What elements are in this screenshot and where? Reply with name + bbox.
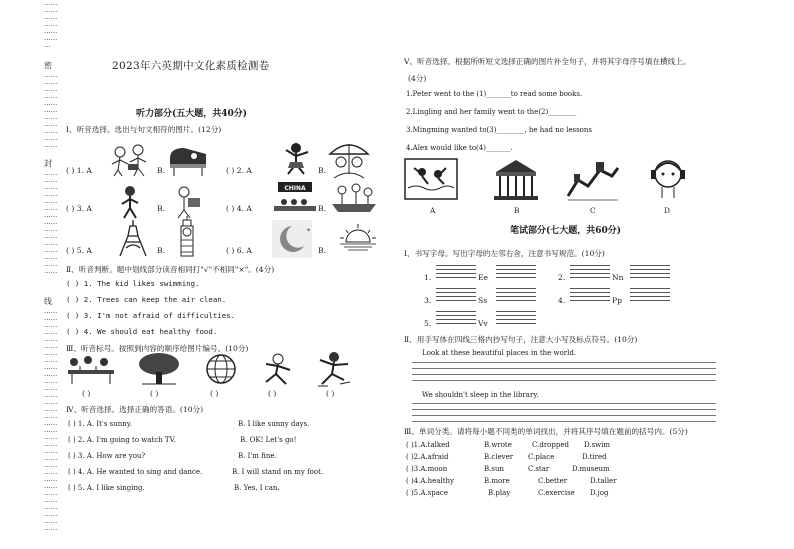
w1-n5: 5. (424, 319, 432, 328)
l1-q2-b: B. (318, 166, 326, 175)
tree-picture (136, 352, 182, 386)
l1-q6-label: ( ) 6. A (226, 246, 252, 255)
l4-q5-a: ( ) 5. A. I like singing. (68, 484, 145, 492)
l1-q5-b: B. (157, 246, 165, 255)
r5-item-1: 1.Peter went to the (1)_______to read some books. (406, 90, 583, 98)
l4-q5-b: B. Yes, I can. (234, 484, 280, 492)
w3-r2-d: D.tired (582, 453, 607, 461)
w3-r1-b: B.wrote (484, 441, 512, 449)
w2-line-7 (412, 415, 716, 416)
r5-label-c: C (590, 206, 596, 215)
feng-label: 封 (44, 159, 52, 168)
w3-r2-c: C.place (528, 453, 555, 461)
piano-picture (166, 144, 212, 178)
w3-r2-a: ( )2.A.afraid (406, 453, 449, 461)
w3-r5-d: D.jog (590, 489, 609, 497)
china-sign-text: CHINA (284, 185, 306, 192)
r5-label-d: D (664, 206, 670, 215)
w2-sentence-2: We shouldn't sleep in the library. (422, 391, 539, 399)
r5-label-b: B (514, 206, 520, 215)
l4-q4-a: ( ) 4. A. He wanted to sing and dance. (68, 468, 203, 476)
w3-r4-c: C.better (538, 477, 568, 485)
l3-bracket-1: ( ) (82, 389, 91, 398)
listening-s4-heading: Ⅳ、听音选择。选择正确的答语。(10分) (66, 405, 204, 414)
listening-s2-heading: Ⅱ、听音判断。题中划线部分读音相同打"√"不相同"×"。(4分) (66, 265, 275, 274)
l2-item-4: ( ) 4. We should eat healthy food. (66, 327, 218, 336)
w3-r1-c: C.dropped (532, 441, 569, 449)
w3-heading: Ⅲ、单词分类。请将每小题不同类的单词找出，并将其序号填在题前的括号内。(5分) (404, 427, 688, 436)
library-picture (492, 158, 540, 202)
l3-bracket-4: ( ) (268, 389, 277, 398)
music-headphones-picture (648, 156, 688, 202)
l1-q3-b: B. (157, 204, 165, 213)
w3-r2-b: B.clever (484, 453, 514, 461)
w2-line-2 (412, 368, 716, 369)
w2-line-3 (412, 374, 716, 375)
l4-q2-b: B. OK! Let's go! (240, 436, 297, 444)
china-stage-picture (272, 180, 318, 212)
swimming-picture (404, 158, 458, 200)
w1-heading: Ⅰ、书写字母。写出字母的左邻右舍，注意书写规范。(10分) (404, 249, 605, 258)
r5-item-4: 4.Alex would like to(4)_______. (406, 144, 513, 152)
w3-r3-a: ( )3.A.moon (406, 465, 448, 473)
w1-lines-1b (496, 265, 536, 281)
boy-running-picture (258, 352, 298, 386)
w1-lines-2b (630, 265, 670, 281)
svg-text:✦: ✦ (306, 227, 312, 234)
r5-label-a: A (430, 206, 436, 215)
moon-picture (272, 220, 312, 258)
w1-lines-5b (496, 311, 536, 327)
l1-q4-b: B. (318, 204, 326, 213)
l4-q1-a: ( ) 1. A. It's sunny. (68, 420, 133, 428)
w3-r5-b: B.play (488, 489, 511, 497)
person-walking-picture (110, 184, 150, 220)
l3-bracket-2: ( ) (150, 389, 159, 398)
l4-q3-a: ( ) 3. A. How are you? (68, 452, 146, 460)
exam-title: 2023年六英期中文化素质检测卷 (112, 60, 270, 72)
l1-q4-label: ( ) 4. A (226, 204, 252, 213)
writing-title: 笔试部分(七大题，共60分) (510, 226, 622, 236)
girl-dancing-picture (278, 140, 316, 178)
binding-dots-4: ······ ······ ······ ······ ······ ······ ······ ······ ······ ······ ······ ······ ······ ······ ······ ······ ······ ······ ······ ······ ······ ······ ······ ······ ······ ······ ······ ······ ······ ······ ······ ······ (44, 309, 58, 534)
l4-q4-b: B. I will stand on my foot. (232, 468, 324, 476)
w1-letter-3: Ss (478, 296, 488, 305)
w2-heading: Ⅱ、用手写体在四线三格内抄写句子，注意大小写及标点符号。(10分) (404, 335, 638, 344)
listening-title: 听力部分(五大题，共40分) (136, 109, 248, 119)
l4-q3-b: B. I'm fine. (238, 452, 277, 460)
w3-r4-a: ( )4.A.healthy (406, 477, 454, 485)
w3-r5-c: C.exercise (538, 489, 575, 497)
r5-item-3: 3.Mingming wanted to(3)________, he had no lessons (406, 126, 592, 134)
l2-item-1: ( ) 1. The kid likes swimming. (66, 279, 200, 288)
w3-r4-d: D.taller (590, 477, 617, 485)
w3-r1-d: D.swim (584, 441, 611, 449)
listening-s3-heading: Ⅲ、听音标号。按照到内容的顺序给图片编号。(10分) (66, 344, 249, 353)
xian-label: 线 (44, 297, 52, 306)
kids-playing-picture (108, 142, 154, 178)
w1-letter-2: Nn (612, 273, 624, 282)
w2-sentence-1: Look at these beautiful places in the world. (422, 349, 577, 357)
w1-lines-1a (436, 265, 476, 281)
l2-item-3: ( ) 3. I'm not afraid of difficulties. (66, 311, 236, 320)
w2-line-6 (412, 409, 716, 410)
great-wall-picture (566, 156, 620, 202)
eiffel-tower-picture (116, 218, 150, 258)
l1-q3-label: ( ) 3. A (66, 204, 92, 213)
w1-lines-2a (570, 265, 610, 281)
r5-item-2: 2.Lingling and her family went to the(2)________ (406, 108, 577, 116)
w1-lines-3b (496, 288, 536, 304)
w3-r3-c: C.star (528, 465, 550, 473)
w2-line-8 (412, 421, 716, 422)
w2-line-4 (412, 380, 716, 381)
w2-line-1 (412, 362, 716, 363)
w3-r4-b: B.more (484, 477, 510, 485)
w3-r3-b: B.sun (484, 465, 504, 473)
l1-q1-b: B. (157, 166, 165, 175)
l1-q6-b: B. (318, 246, 326, 255)
skater-picture (312, 350, 356, 388)
w3-r3-d: D.museum (572, 465, 610, 473)
w1-letter-4: Pp (612, 296, 622, 305)
big-ben-picture (172, 214, 202, 258)
binding-dots-2: ······ ······ ······ ······ ······ ······ ······ ······ ······ ······ ······ (44, 73, 58, 151)
l1-q5-label: ( ) 5. A (66, 246, 92, 255)
r5-heading-line1: V、听音选择。根据所听短文选择正确的图片补全句子，并将其字母序号填在横线上。 (404, 57, 691, 66)
w1-letter-1: Ee (478, 273, 489, 282)
binding-dots-3: ······ ······ ······ ······ ······ ······ ······ ······ ······ ······ ······ ······ ······ ······ ······ (44, 171, 58, 277)
l4-q1-b: B. I like sunny days. (238, 420, 310, 428)
w1-lines-4a (570, 288, 610, 304)
w3-r1-a: ( )1.A.talked (406, 441, 450, 449)
sunset-picture (338, 222, 378, 252)
w1-lines-4b (630, 288, 670, 304)
family-table-picture (66, 354, 116, 386)
listening-s1-heading: Ⅰ、听音选择。选出与句文相符的图片。(12分) (66, 125, 222, 134)
l4-q2-a: ( ) 2. A. I'm going to watch TV. (68, 436, 176, 444)
r5-heading-line2: (4分) (408, 74, 427, 83)
l2-item-2: ( ) 2. Trees can keep the air clean. (66, 295, 227, 304)
w1-lines-3a (436, 288, 476, 304)
w2-line-5 (412, 403, 716, 404)
binding-dots-1: ······ ······ ······ ······ ······ ······ ··· (44, 1, 58, 51)
l1-q2-label: ( ) 2. A (226, 166, 252, 175)
l3-bracket-3: ( ) (210, 389, 219, 398)
l1-q1-label: ( ) 1. A (66, 166, 92, 175)
people-under-umbrella-picture (326, 138, 372, 180)
w1-lines-5a (436, 311, 476, 327)
w1-letter-5: Vv (478, 319, 488, 328)
w1-n3: 3. (424, 296, 432, 305)
w3-r5-a: ( )5.A.space (406, 489, 448, 497)
family-boat-picture (330, 180, 378, 216)
w1-n1: 1. (424, 273, 432, 282)
w1-n2: 2. (558, 273, 566, 282)
l3-bracket-5: ( ) (326, 389, 335, 398)
globe-picture (204, 352, 238, 386)
w1-n4: 4. (558, 296, 566, 305)
seal-label: 密 (44, 61, 52, 70)
